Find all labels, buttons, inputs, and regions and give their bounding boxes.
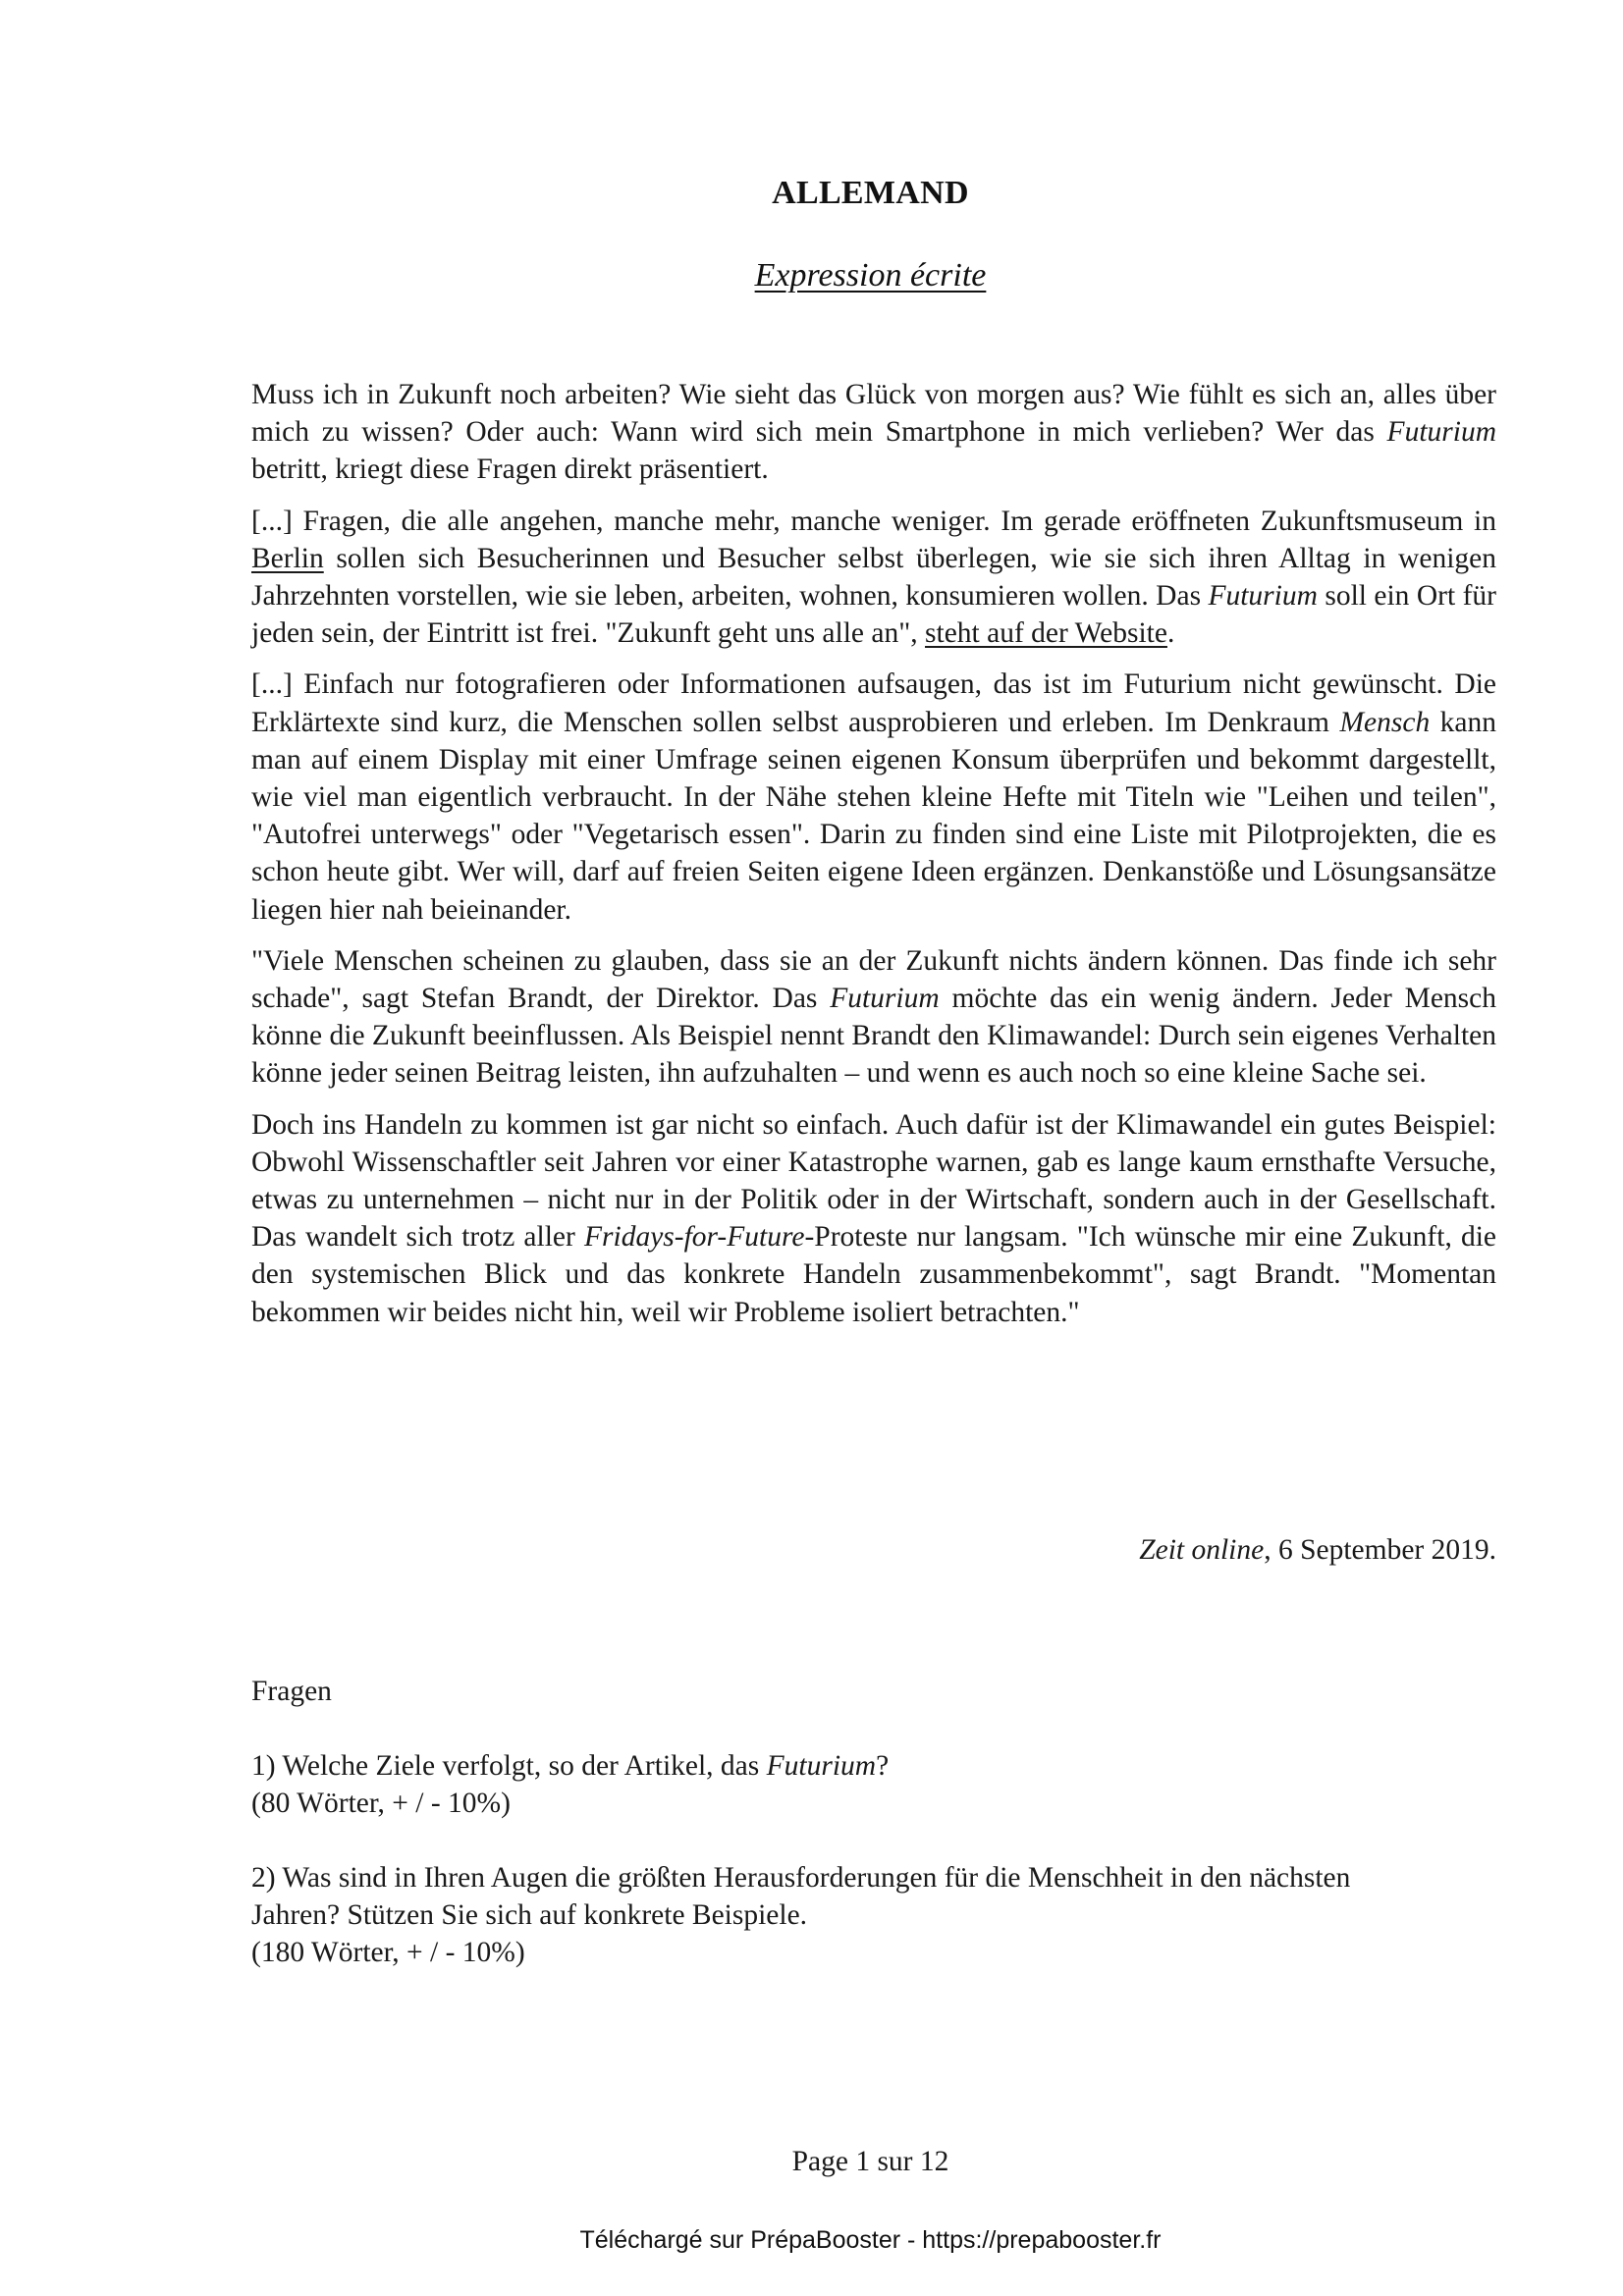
article-paragraph-5: Doch ins Handeln zu kommen ist gar nicht so einfach. Auch dafür ist der Klimawandel ein gutes Beispiel: Obwohl Wissenschaftler seit Jahren vor einer Katastrophe warnen, gab es lange kaum ernsthafte Versuche, etwas zu unternehmen – nicht nur in der Politik oder in der Wirtschaft, sondern auch in der Gesellschaft. Das wandelt sich trotz aller Fridays-for-Future-Proteste nur langsam. "Ich wünsche mir eine Zukunft, die den systemischen Blick und das konkrete Handeln zusammenbekommt", sagt Brandt. "Momentan bekommen wir beides nicht hin, weil wir Probleme isoliert betrachten." [251, 1108, 1497, 1328]
page-number: Page 1 sur 12 [791, 2146, 949, 2177]
question-1-word-limit: (80 Wörter, + / - 10%) [251, 1788, 511, 1819]
question-2-text-line-1: 2) Was sind in Ihren Augen die größten Herausforderungen für die Menschheit in den nächsten [251, 1862, 1351, 1894]
question-2 [251, 1859, 1528, 1971]
question-1 [251, 1747, 1528, 1822]
download-footer[interactable] [0, 2226, 1623, 2255]
questions-section [251, 1673, 1528, 2008]
article-paragraph-4: "Viele Menschen scheinen zu glauben, dass sie an der Zukunft nichts ändern können. Das finde ich sehr schade", sagt Stefan Brandt, der Direktor. Das Futurium möchte das ein wenig ändern. Jeder Mensch könne die Zukunft beeinflussen. Als Beispiel nennt Brandt den Klimawandel: Durch sein eigenes Verhalten könne jeder seinen Beitrag leisten, ihn aufzuhalten – und wenn es auch noch so eine kleine Sache sei. [251, 944, 1496, 1090]
prepabooster-link[interactable]: Téléchargé sur PrépaBooster - https://prepabooster.fr [579, 2226, 1162, 2254]
source-date: , 6 September 2019. [1264, 1534, 1496, 1566]
website-link[interactable]: steht auf der Website [925, 617, 1167, 650]
questions-heading: Fragen [251, 1676, 332, 1707]
futurium-emphasis: Futurium [1386, 416, 1496, 449]
question-2-word-limit: (180 Wörter, + / - 10%) [251, 1937, 525, 1968]
futurium-emphasis: Futurium [830, 983, 940, 1015]
source-publication: Zeit online [1139, 1534, 1265, 1566]
question-2-text-line-2: Jahren? Stützen Sie sich auf konkrete Beispiele. [251, 1899, 808, 1931]
document-title: ALLEMAND [772, 175, 969, 211]
article-source [251, 1531, 1496, 1569]
document-subtitle: Expression écrite [754, 257, 987, 294]
futurium-emphasis: Futurium [1208, 580, 1318, 613]
article-paragraph-1: Muss ich in Zukunft noch arbeiten? Wie sieht das Glück von morgen aus? Wie fühlt es sich an, alles über mich zu wissen? Oder auch: Wann wird sich mein Smartphone in mich verlieben? Wer das Futurium betritt, kriegt diese Fragen direkt präsentiert. [251, 379, 1496, 486]
berlin-link[interactable]: Berlin [251, 542, 324, 574]
article-paragraph-3: [...] Einfach nur fotografieren oder Informationen aufsaugen, das ist im Futurium nicht gewünscht. Die Erklärtexte sind kurz, die Menschen sollen selbst ausprobieren und erleben. Im Denkraum Mensch kann man auf einem Display mit einer Umfrage seinen eigenen Konsum überprüfen und bekommt dargestellt, wie viel man eigentlich verbraucht. In der Nähe stehen kleine Hefte mit Titeln wie "Leihen und teilen", "Autofrei unterwegs" oder "Vegetarisch essen". Darin zu finden sind eine Liste mit Pilotprojekten, die es schon heute gibt. Wer will, darf auf freien Seiten eigene Ideen ergänzen. Denkanstöße und Lösungsansätze liegen hier nah beieinander. [251, 668, 1496, 926]
mensch-emphasis: Mensch [1339, 706, 1431, 738]
article-body [251, 376, 1496, 1345]
question-1-text: 1) Welche Ziele verfolgt, so der Artikel, das Futurium? [251, 1750, 890, 1782]
fridays-for-future-emphasis: Fridays-for-Future- [584, 1221, 815, 1254]
article-paragraph-2: [...] Fragen, die alle angehen, manche mehr, manche weniger. Im gerade eröffneten Zukunftsmuseum in Berlin sollen sich Besucherinnen und Besucher selbst überlegen, wie sie sich ihren Alltag in wenigen Jahrzehnten vorstellen, wie sie leben, arbeiten, wohnen, konsumieren wollen. Das Futurium soll ein Ort für jeden sein, der Eintritt ist frei. "Zukunft geht uns alle an", steht auf der Website. [251, 505, 1496, 650]
